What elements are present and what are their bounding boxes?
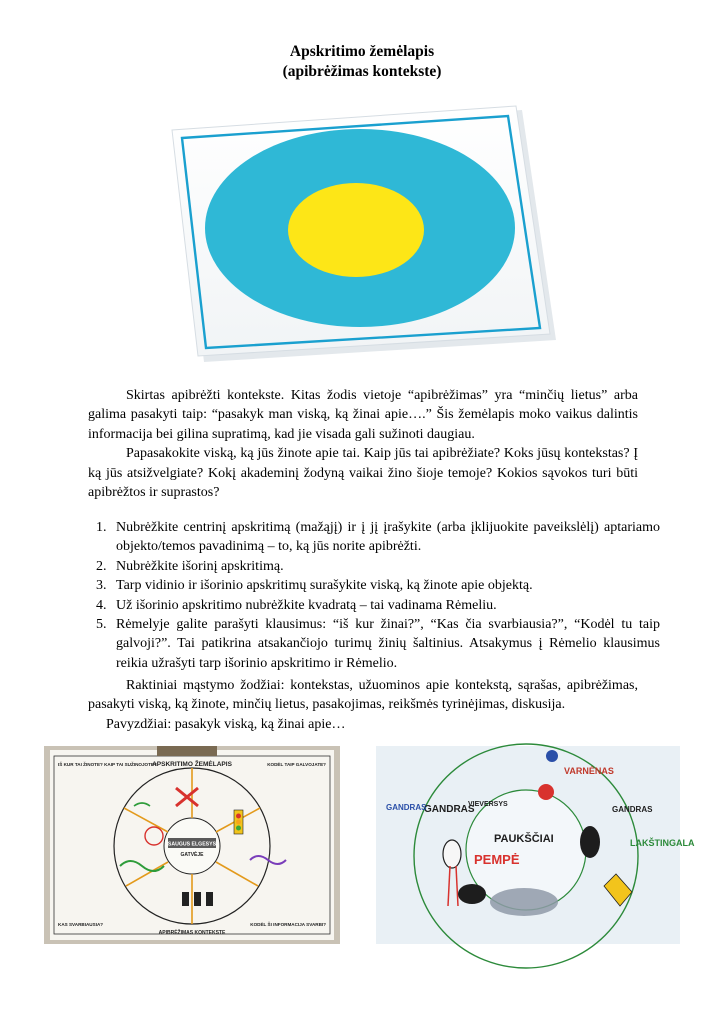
photo-drawing — [44, 746, 340, 944]
instructions-list — [88, 518, 660, 673]
bird-word-3: PAUKŠČIAI — [494, 833, 554, 845]
bird-word-6: LAKŠTINGALA — [630, 838, 695, 848]
corner-question-bl: KAS SVARBIAUSIA? — [58, 922, 104, 927]
sheet-header: APSKRITIMO ŽEMĖLAPIS — [152, 761, 232, 768]
corner-question-tl — [58, 760, 157, 767]
examples-line: Pavyzdžiai: pasakyk viską, ką žinai apie… — [106, 716, 346, 732]
bird-word-1: GANDRAS — [424, 804, 475, 815]
center-label-1: SAUGUS ELGESYS — [167, 841, 217, 848]
document-subtitle: (apibrėžimas kontekste) — [282, 63, 442, 80]
sheet-footer: APIBRĖŽIMAS KONTEKSTE — [158, 930, 226, 936]
keywords-paragraph: Raktiniai mąstymo žodžiai: kontekstas, užuominos apie kontekstą, sąrašas, apibrėžimas, pasakyti viską, ką žinote, minčių lietus, pasakojimas, reikšmės tyrinėjimas, diskusija. — [88, 678, 638, 713]
photo-drawing-birds — [376, 746, 695, 944]
questions-paragraph: Papasakokite viską, ką jūs žinote apie tai. Kaip jūs tai apibrėžiate? Koks jūsų kontekstas? Į ką jūs atsižvelgiate? Kokį akademinį žodyną vaikai žino šioje temoje? Kokios sąvokos turi būti apibrėžtos ir suprastos? — [88, 446, 638, 501]
instruction-step: 1. Nubrėžkite centrinį apskritimą (mažąjį) ir į jį įrašykite (arba įklijuokite paveikslėlį) aptariamo objekto/temos pavadinimą – to, ką jūs norite apibrėžti. — [110, 518, 660, 557]
circle-map-illustration — [160, 104, 560, 366]
instruction-step: 2. Nubrėžkite išorinį apskritimą. — [110, 557, 660, 576]
instruction-step: 4. Už išorinio apskritimo nubrėžkite kvadratą – tai vadinama Rėmeliu. — [110, 596, 660, 615]
bird-word-2: VIEVERSYS — [468, 801, 508, 808]
inner-circle — [288, 183, 424, 277]
corner-question-tl-text: IŠ KUR TAI ŽINOTE? KAIP TAI SUŽINOJOTE? — [58, 762, 157, 767]
instruction-step: 5. Rėmelyje galite parašyti klausimus: “iš kur žinai?”, “Kas čia svarbiausia?”, “Kodėl tu taip galvoji?”. Tai patikrina atsakančiojo turimų žinių šaltinius. Atsakymus į Rėmelio klausimus reikia užrašyti tarp išorinio apskritimo ir Rėmelio. — [110, 615, 660, 673]
bird-word-0: VARNĖNAS — [564, 766, 614, 776]
example-photo-birds — [376, 746, 695, 944]
instruction-step: 3. Tarp vidinio ir išorinio apskritimų surašykite viską, ką žinote apie objektą. — [110, 576, 660, 595]
document-title: Apskritimo žemėlapis — [289, 43, 435, 60]
example-photo-traffic-safety — [44, 746, 340, 944]
clip — [157, 746, 217, 756]
bird-word-7: GANDRAS — [386, 803, 427, 812]
bird-word-4: PEMPĖ — [474, 852, 520, 867]
intro-paragraph: Skirtas apibrėžti kontekste. Kitas žodis vietoje “apibrėžimas” yra “minčių lietus” arba galima pasakyti taip: “pasakyk man viską, ką žinai apie….” Šis žemėlapis moko vaikus dalintis informacija bei gilina supratimą, kad jie visada gali sužinoti daugiau. — [88, 388, 638, 442]
corner-question-tr: KODĖL TAIP GALVOJATE? — [267, 762, 326, 767]
bird-word-5: GANDRAS — [612, 805, 653, 814]
center-label-2: GATVĖJE — [180, 852, 204, 858]
corner-question-br: KODĖL ŠI INFORMACIJA SVARBI? — [250, 922, 326, 927]
